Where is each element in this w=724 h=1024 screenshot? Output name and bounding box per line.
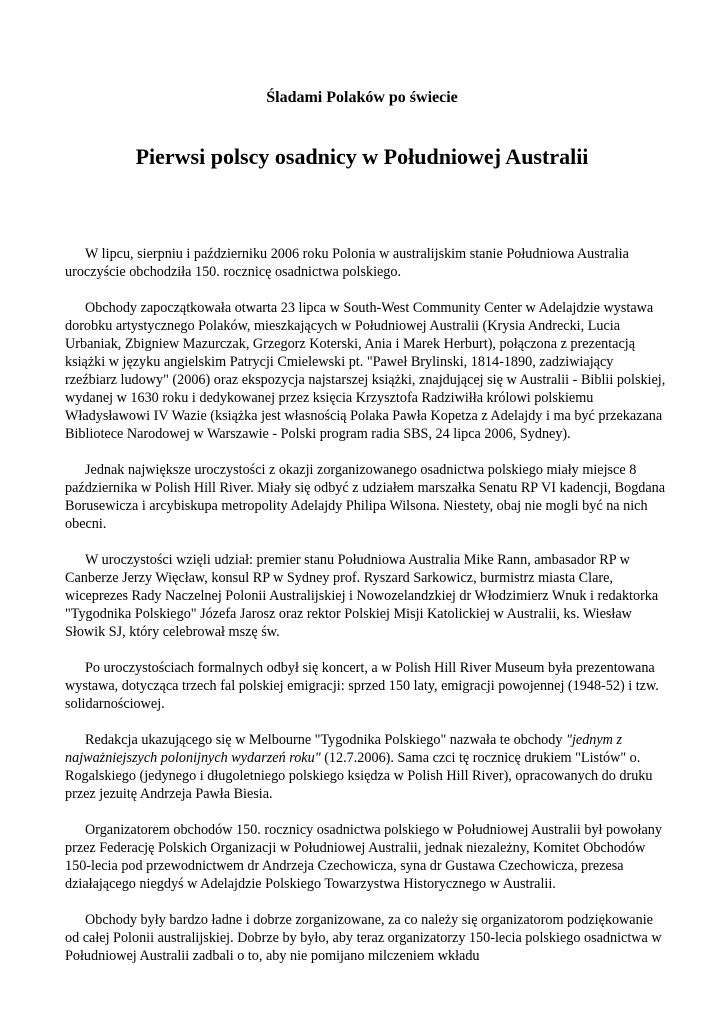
paragraph xyxy=(65,731,667,803)
page-title: Pierwsi polscy osadnicy w Południowej Australii xyxy=(135,144,589,169)
paragraph: Obchody były bardzo ładne i dobrze zorganizowane, za co należy się organizatorom podziękowanie od całej Polonii australijskiej. Dobrze by było, aby teraz organizatorzy 150-lecia polskiego osadnictwa w Południowej Australii zadbali o to, aby nie pomijano milczeniem wkładu xyxy=(65,912,662,964)
paragraph: Jednak największe uroczystości z okazji zorganizowanego osadnictwa polskiego miały miejsce 8 października w Polish Hill River. Miały się odbyć z udziałem marszałka Senatu RP VI kadencji, Bogdana Borusewicza i arcybiskupa metropolity Adelajdy Philipa Wilsona. Niestety, obaj nie mogli być na nich obecni. xyxy=(65,462,666,532)
paragraph: W lipcu, sierpniu i październiku 2006 roku Polonia w australijskim stanie Południowa Australia uroczyście obchodziła 150. rocznicę osadnictwa polskiego. xyxy=(65,246,629,280)
paragraph-text: (12.7.2006). Sama czci tę rocznicę drukiem "Listów" o. Rogalskiego (jedynego i długoletniego polskiego księdza w Polish Hill River), opracowanych do druku przez jezuitę Andrzeja Pawła Biesia. xyxy=(65,750,653,802)
paragraph: Obchody zapoczątkowała otwarta 23 lipca w South-West Community Center w Adelajdzie wystawa dorobku artystycznego Polaków, mieszkających w Południowej Australii (Krysia Andrecki, Lucia Urbaniak, Zbigniew Mazurczak, Grzegorz Koterski, Ania i Marek Herburt), połączona z prezentacją książki w języku angielskim Patrycji Cmielewski pt. "Paweł Brylinski, 1814-1890, zadziwiający rzeźbiarz ludowy" (2006) oraz ekspozycja najstarszej książki, znajdującej się w Australii - Biblii polskiej, wydanej w 1630 roku i dedykowanej przez księcia Krzysztofa Radziwiłła królowi polskiemu Władysławowi IV Wazie (książka jest własnością Polaka Pawła Kopetza z Adelajdy i ma być przekazana Bibliotece Narodowej w Warszawie - Polski program radia SBS, 24 lipca 2006, Sydney). xyxy=(65,300,666,442)
series-title: Śladami Polaków po świecie xyxy=(266,89,458,106)
paragraph: W uroczystości wzięli udział: premier stanu Południowa Australia Mike Rann, ambasador RP w Canberze Jerzy Więcław, konsul RP w Sydney prof. Ryszard Sarkowicz, burmistrz miasta Clare, wiceprezes Rady Naczelnej Polonii Australijskiej i Nowozelandzkiej dr Włodzimierz Wnuk i redaktorka "Tygodnika Polskiego" Józefa Jarosz oraz rektor Polskiej Misji Katolickiej w Australii, ks. Wiesław Słowik SJ, który celebrował mszę św. xyxy=(65,552,659,640)
paragraph: Organizatorem obchodów 150. rocznicy osadnictwa polskiego w Południowej Australii był powołany przez Federację Polskich Organizacji w Południowej Australii, jednak niezależny, Komitet Obchodów 150-lecia pod przewodnictwem dr Andrzeja Czechowicza, syna dr Gustawa Czechowicza, prezesa działającego niegdyś w Adelajdzie Polskiego Towarzystwa Historycznego w Australii. xyxy=(65,822,662,892)
paragraph-text: Redakcja ukazującego się w Melbourne "Tygodnika Polskiego" nazwała te obchody xyxy=(85,732,566,748)
paragraph: Po uroczystościach formalnych odbył się koncert, a w Polish Hill River Museum była prezentowana wystawa, dotycząca trzech fal polskiej emigracji: sprzed 150 laty, emigracji powojennej (1948-52) i tzw. solidarnościowej. xyxy=(65,660,659,712)
quoted-text: "jednym z najważniejszych polonijnych wydarzeń roku" xyxy=(65,732,622,766)
article-body xyxy=(65,245,667,983)
